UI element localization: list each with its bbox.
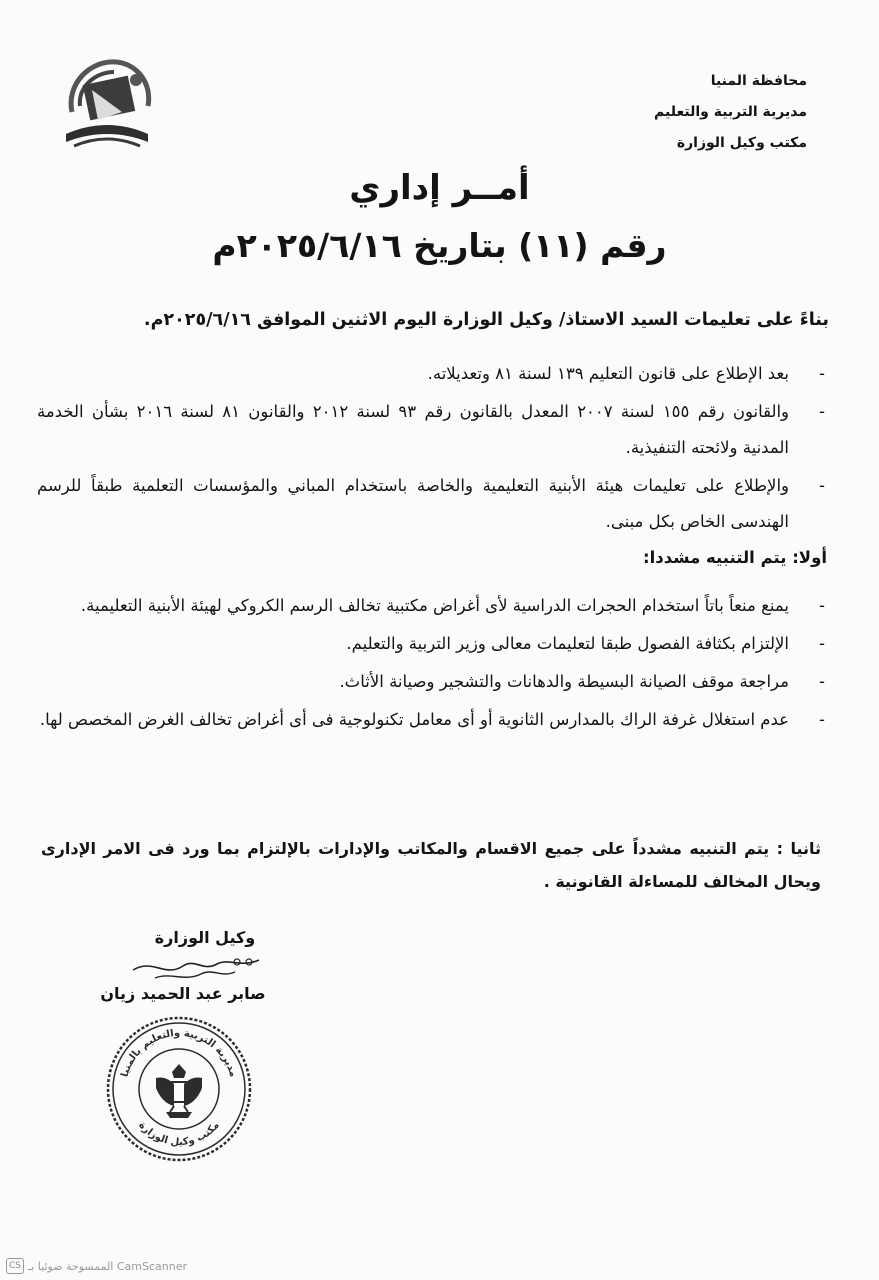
list-item: [37, 468, 827, 540]
bullet-dash: -: [819, 476, 825, 495]
list-item-text: الإلتزام بكثافة الفصول طبقا لتعليمات معالى وزير التربية والتعليم.: [346, 634, 789, 653]
eagle-emblem-icon: [156, 1064, 202, 1118]
preamble-list: [37, 356, 827, 542]
bullet-dash: -: [819, 710, 825, 729]
bullet-dash: -: [819, 596, 825, 615]
list-item-text: والقانون رقم ١٥٥ لسنة ٢٠٠٧ المعدل بالقانون رقم ٩٣ لسنة ٢٠١٢ والقانون ٨١ لسنة ٢٠١٦ بشأن الخدمة المدنية ولائحته التنفيذية.: [37, 402, 790, 457]
official-seal: [104, 1014, 254, 1164]
signatory-title: وكيل الوزارة: [154, 928, 256, 947]
list-item: [37, 626, 827, 662]
list-item-text: مراجعة موقف الصيانة البسيطة والدهانات والتشجير وصيانة الأثاث.: [339, 672, 789, 691]
list-item: [37, 664, 827, 700]
list-item-text: بعد الإطلاع على قانون التعليم ١٣٩ لسنة ٨١ وتعديلاته.: [427, 364, 789, 383]
governorate-label: محافظة المنيا: [710, 73, 807, 89]
list-item: [37, 702, 827, 738]
intro-paragraph: بناءً على تعليمات السيد الاستاذ/ وكيل الوزارة اليوم الاثنين الموافق ٢٠٢٥/٦/١٦م.: [143, 310, 829, 330]
directorate-label: مديرية التربية والتعليم: [654, 104, 807, 120]
bullet-dash: -: [819, 672, 825, 691]
handwritten-signature: [125, 948, 265, 988]
ministry-logo: [52, 50, 162, 160]
list-item: [37, 394, 827, 466]
letterhead: [567, 66, 807, 159]
bullet-dash: -: [819, 364, 825, 383]
first-section-list: [37, 588, 827, 740]
office-label: مكتب وكيل الوزارة: [676, 135, 807, 151]
document-title: أمــر إداري: [349, 168, 530, 208]
camscanner-icon: CS: [6, 1258, 24, 1274]
list-item: [37, 356, 827, 392]
order-number-date: رقم (١١) بتاريخ ٢٠٢٥/٦/١٦م: [212, 226, 667, 265]
list-item: [37, 588, 827, 624]
list-item-text: يمنع منعاً باتاً استخدام الحجرات الدراسية لأى أغراض مكتبية تخالف الرسم الكروكي لهيئة الأبنية التعليمية.: [80, 596, 789, 615]
list-item-text: والإطلاع على تعليمات هيئة الأبنية التعليمية والخاصة باستخدام المباني والمؤسسات التعلمية طبقاً للرسم الهندسى الخاص بكل مبنى.: [37, 476, 789, 531]
second-section: ثانيا : يتم التنبيه مشدداً على جميع الاقسام والمكاتب والإدارات بالإلتزام بما ورد فى الامر الإدارى ويحال المخالف للمساءلة القانونية .: [41, 839, 821, 891]
scanner-watermark: [6, 1258, 187, 1274]
seal-bottom-text: مكتب وكيل الوزارة: [136, 1119, 222, 1149]
seal-top-text: مديرية التربية والتعليم بالمنيا: [119, 1027, 239, 1079]
svg-text:مكتب وكيل الوزارة: [136, 1120, 221, 1148]
scanner-text: الممسوحة ضوئيا بـ CamScanner: [28, 1259, 187, 1273]
bullet-dash: -: [819, 402, 825, 421]
bullet-dash: -: [819, 634, 825, 653]
list-item-text: عدم استغلال غرفة الراك بالمدارس الثانوية أو أى معامل تكنولوجية فى أى أغراض تخالف الغرض المخصص لها.: [39, 710, 789, 729]
signatory-name: صابر عبد الحميد زيان: [100, 984, 266, 1003]
first-section-heading: أولا: يتم التنبيه مشددا:: [643, 548, 827, 567]
